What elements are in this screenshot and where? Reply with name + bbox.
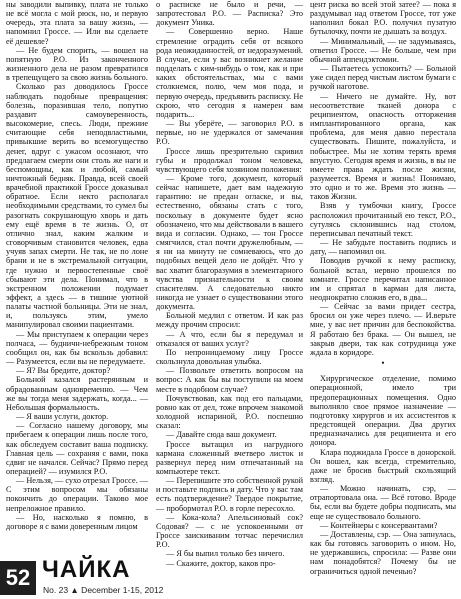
paragraph: Больной медлил с ответом. И как раз между прочим спросил: bbox=[156, 311, 303, 330]
paragraph: — Перепишите это собственной рукой и поставьте подпись и дату. Что у вас там есть подтверждение? Твердое покрытие, — пробормотал Р.О. в горле пересохло. bbox=[156, 476, 303, 513]
text-column-2 bbox=[156, 0, 303, 599]
text-column-1 bbox=[6, 0, 148, 548]
paragraph: Хирургическое отделение, помимо операционной, имело три предоперационных помещения. Одно выполняло свое прямое назначение — подготовку хирургов и их ассистентов к предстоящей операции. Два других предназначались для реципиента и его донора. bbox=[310, 374, 456, 448]
paragraph: — Скажите, доктор, каков про- bbox=[166, 558, 276, 568]
paragraph: ны заводили выпивку, плата не только не всё могла с мой рюск, но, и первую очередь, эта плата за вашу жизнь, — напомнил Гроссе. — Или вы сделаете её дешевле? bbox=[6, 0, 148, 46]
paragraph: — Позвольте ответить вопросом на вопрос: А как бы вы поступили на моем месте в подобном случае? bbox=[156, 366, 303, 394]
magazine-title: ЧАЙКА bbox=[42, 556, 131, 583]
page-number: 52 bbox=[0, 561, 36, 595]
paragraph: — Контейнеры с консервантами? bbox=[320, 520, 438, 530]
paragraph: Почувствовав, как под его пальцами, ровно как от дел, тоже впрочем знакомой холодной испариной, Р.О. поспешно сказал: bbox=[156, 393, 303, 431]
paragraph: — Вы уберёте, — заговорил Р.О. в первые, но не удержался от замечания Р.О. bbox=[156, 119, 303, 147]
paragraph: Гроссе вытащил из нагрудного кармана сложенный вчетверо листок и развернул перед ним отпечатанный на компьютере текст. bbox=[156, 439, 303, 476]
paragraph: цент риска во всей этой затее? — пока я раздумывал над ответом Гроссе, тот уже наполнил бокал Р.О. получил пузатую бутылочку, почти не дышать за воздух. bbox=[310, 0, 456, 37]
issue-info: No. 23 ▲ December 1-15, 2012 bbox=[43, 585, 164, 595]
paragraph: — Доставлены, сэр. — Она запнулась, как бы готовясь заговорить о ином. Но, не удержавшись, спросила: — Разве они нам понадобятся? Почему бы не ограничиться одной печенью? bbox=[310, 529, 456, 576]
paragraph: — Кока-кола? Апельсиновый сок? Содовая? — с не успокоенными от Гроссе заискиваним тотчас перечислил Р.О. bbox=[156, 512, 303, 550]
text-column-3 bbox=[310, 0, 456, 599]
paragraph: Клара поджидала Гроссе в донорской. Он вошел, как всегда, стремительно, даже не бросив быстрый скользящий взгляд. bbox=[310, 447, 456, 484]
paragraph: По непроницаемому лицу Гроссе скользнула довольная улыбка. bbox=[156, 347, 303, 367]
paragraph: Поводив ручкой к нему расписку, больной встал, нервно прошелся по комнате. Гроссе перечитал написанное им и спрятал в карман для листа, неоднократно сложив его, в два... bbox=[310, 256, 456, 302]
page-footer bbox=[0, 555, 164, 599]
paragraph: Сколько раз доводилось Гроссе наблюдать подобные превращения: болезнь, поразившая тело, попутно раздавит самоуверенность, высокомерие, спесь. Люди, прежние считающие себя неподвластными, привыкшие верить во всемогущество денег, вдруг с ужасом осознают, что предлагаем смерти они столь же наги и беспомощны, как и любой, самый ничтожный бедняк. Правда, всей своей врачебной практикой Гроссе доказывал обратное. Если некто располагал необходимыми средствами, то сумел бы разогнать сокрушающую хворь и дать ему ещё время в те жизнь. О, от отлично знал, каким жалким и сговорчивым становится человек, едва учуяв запах смерти. Не так, не по лоне брани и не в экстремальной ситуации, где нужно и первостепенные своё сбывают эти дела. Понимал, что в экстренном положении подумает эффект, а здесь — в тишине уютной палаты частной больницы. Эти не знал, и, пользуясь этим, умело манипулировал своими пациентами. bbox=[6, 82, 148, 330]
paragraph: — А что, если бы я передумал и отказался от ваших услуг? bbox=[156, 329, 303, 348]
paragraph: — Минимальный, — не задумываясь, ответил Гроссе. — Не больше, чем при обычной аппендэктомии. bbox=[310, 36, 456, 64]
paragraph: Взяв у тумбочки книгу, Гроссе расположил прочитанный ею текст, Р.О., сутулясь склонившись над столом, переписывал печатный текст. bbox=[310, 201, 456, 238]
paragraph: — Мы приступаем к операции через полчаса, — будничн-небрежным тоном сообщил он, как бы вскользь добавил: — Разумеется, если вы не передумаете. bbox=[6, 329, 148, 367]
paragraph: — Совершенно верно. Наше стремление оградить себя от всякого рода неожиданностей, от недоразумений. В случае, если у вас возникнет желание подделать с ким-нибудь о том, как и при каких обстоятельствах, мы с вами столкнемся, полю, чем моя пода, и первую очередь, предъявить расписку. Не скрою, что сегодня я намерен вам подарить... bbox=[156, 27, 303, 119]
section-divider: • bbox=[381, 358, 385, 369]
paragraph: — Я бы выпил только без ничего. bbox=[166, 549, 285, 559]
paragraph: — Но, насколько я помню, в договоре я с вами доверенным лицом bbox=[6, 512, 148, 531]
paragraph: — Я ваши услуги, доктор. bbox=[16, 412, 109, 422]
paragraph: — Согласно нашему договору, мы прибегаем к операции лишь после того, как обследуем составит ваша подписку. Главная цель — сохраняя с вами, пока сдвиг не начался. Сейчас? Прямо перед операцией? — изумился Р.О. bbox=[6, 421, 148, 476]
paragraph: о расписке не было и речи, — запротестовал Р.О. — Расписка? Это документ Уника. bbox=[156, 0, 303, 28]
paragraph: — Не будем спорить, — вошел на попятную Р.О. Из законченного жизненного дела не разом превратился в трепещущего за свою жизнь больного. bbox=[6, 45, 148, 83]
paragraph: — Ничего не думайте. Ну, вот несоответствие тканей донора с реципиентом, опасность отторжения имплантированного органа, как проблема, для меня давно перестала существовать. Пишите, пожалуйста, и побыстрее. Мы не хотим терять время впустую. Сегодня время и жизнь, в вы не имеете права ждать после жизни, разумеется. Время и жизнь! Понимаю, это одно и то же. Время это жизнь — таков Жизни. bbox=[310, 91, 456, 202]
paragraph: — Нельзя, — сухо отрезал Гроссе. — С этим вопросом мы обязаны покончить до операции. Таково мое непреложное правило. bbox=[6, 476, 148, 513]
paragraph: — Сейчас за вами придет сестра, бросил он уже через плечо. — И.верьте мне, у вас нет причин для беспокойства. Я работаю без брака. — Он вышел, не закрыв двери, так как сотрудница уже ждала в коридоре. bbox=[310, 302, 456, 357]
paragraph: — Я? Вы бредите, доктор? bbox=[16, 366, 111, 376]
paragraph: — Можно начинать, сэр, — отрапортовала она. — Всё готово. Вроде бы, если вы будете добры подписать, мы еще не существовало больного. bbox=[310, 484, 456, 521]
paragraph: Гроссе лишь презрительно скривил губы и продолжал тоном человека, чувствующего себя хозяином положения: bbox=[156, 146, 303, 174]
paragraph: Больной казался растерянным и обрадованным одновременно. — Чем же вы тогда меня задержать, когда... — Небольшая формальность. bbox=[6, 375, 148, 412]
paragraph: — Пытаетесь успокоить? — Больной уже сидел перед чистым листом бумаги с ручкой наготове. bbox=[310, 64, 456, 92]
paragraph: — Давайте сюда ваш документ. bbox=[166, 430, 277, 440]
paragraph: — Не забудьте поставить подпись и дату, — напомнил он. bbox=[310, 238, 456, 257]
paragraph: — Кроме того, документ, который сейчас напишете, дает вам надежную гарантию: не предан огласке, и вы, естественно, обязаны стать с того, поскольку в документе будет ясно обозначено, что мы действовали в вашего вида и согласии. Однако, — тон Гроссе смягчился, стал почти дружелюбным, — я ни на минуту не сомневаюсь, что до подобных вещей дело не дойдёт. Что у вас хватит благоразумия в элементарного чувства признательности к своим спасителям. А следовательно никто никогда не узнает о существовании этого документа. bbox=[156, 173, 303, 312]
